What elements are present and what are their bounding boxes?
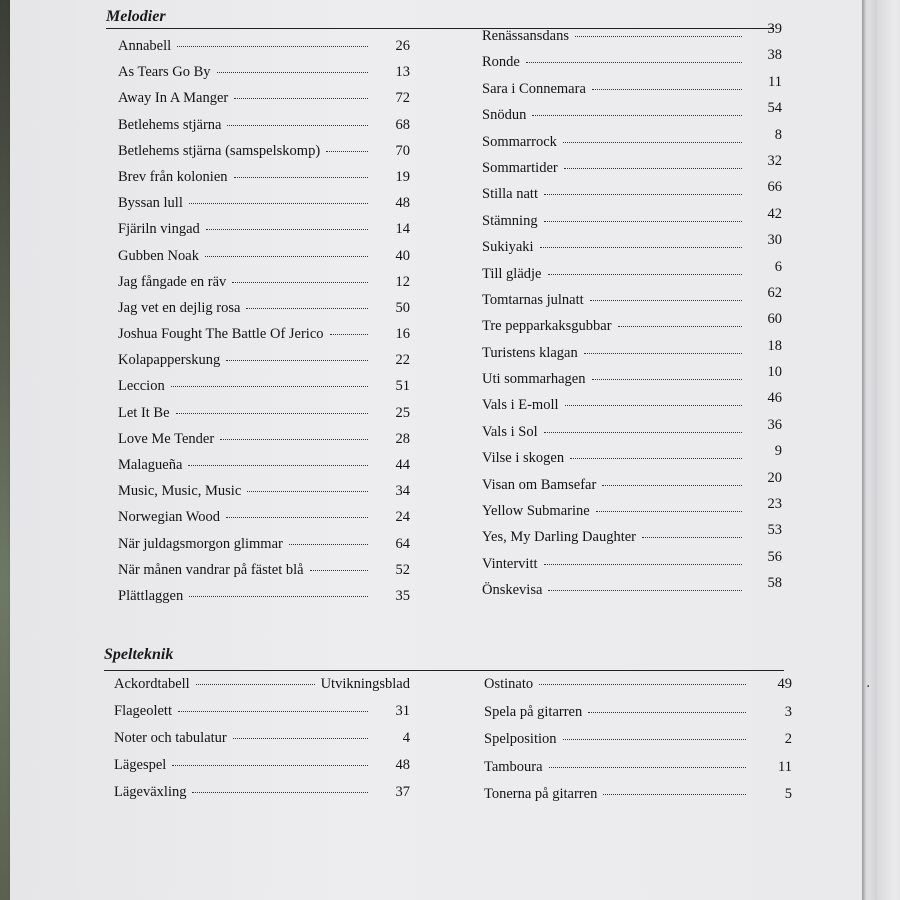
dot-leader bbox=[548, 274, 743, 275]
toc-entry-page: 3 bbox=[784, 703, 792, 720]
toc-entry-title: Flageolett bbox=[114, 703, 172, 719]
toc-entry-page: 12 bbox=[395, 273, 410, 290]
toc-entry bbox=[482, 179, 782, 212]
toc-entry-title: Sukiyaki bbox=[482, 239, 534, 256]
toc-entry-title: Music, Music, Music bbox=[118, 483, 242, 500]
dot-leader bbox=[544, 221, 742, 222]
toc-entry-title: Vals i E-moll bbox=[482, 397, 559, 414]
dot-leader bbox=[532, 115, 742, 116]
dot-leader bbox=[584, 353, 742, 354]
toc-entry bbox=[482, 100, 782, 133]
toc-entry-page: 42 bbox=[767, 205, 782, 222]
toc-entry-page: 20 bbox=[767, 469, 782, 486]
toc-entry bbox=[482, 258, 782, 292]
toc-entry bbox=[118, 221, 410, 247]
toc-entry bbox=[482, 337, 782, 371]
toc-entry-title: Tre pepparkaksgubbar bbox=[482, 318, 612, 335]
toc-entry-title: Sommarrock bbox=[482, 133, 557, 150]
dot-leader bbox=[226, 360, 368, 361]
toc-entry bbox=[118, 64, 410, 90]
toc-entry-page: 4 bbox=[402, 730, 410, 746]
toc-entry-title: Jag vet en dejlig rosa bbox=[118, 299, 241, 316]
toc-entry-title: Tamboura bbox=[484, 758, 543, 775]
dot-leader bbox=[603, 794, 746, 795]
toc-entry-page: 11 bbox=[778, 758, 792, 775]
toc-entry-page: 49 bbox=[777, 676, 792, 692]
toc-entry-title: Leccion bbox=[118, 378, 165, 395]
toc-entry-page: Utvikningsblad bbox=[320, 676, 410, 692]
toc-entry bbox=[114, 757, 410, 784]
toc-entry-title: Gubben Noak bbox=[118, 247, 199, 264]
toc-entry-page: 66 bbox=[767, 179, 782, 196]
toc-entry-page: 70 bbox=[395, 142, 410, 159]
dot-leader bbox=[310, 570, 368, 571]
toc-entry bbox=[114, 676, 410, 703]
dot-leader bbox=[596, 511, 742, 512]
dot-leader bbox=[570, 458, 742, 459]
toc-entry bbox=[118, 117, 410, 143]
book-page bbox=[10, 0, 862, 900]
toc-entry bbox=[482, 126, 782, 160]
dot-leader bbox=[564, 168, 742, 169]
toc-list-melodier-right bbox=[482, 21, 782, 609]
toc-entry-page: 72 bbox=[395, 90, 410, 107]
toc-entry-title: Spelposition bbox=[484, 731, 557, 747]
toc-entry bbox=[482, 522, 782, 555]
toc-entry-page: 25 bbox=[395, 404, 410, 421]
toc-entry-title: Plättlaggen bbox=[118, 587, 184, 604]
section-rule bbox=[104, 670, 784, 671]
dot-leader bbox=[206, 229, 368, 230]
toc-entry-title: Sommartider bbox=[482, 159, 558, 176]
toc-entry bbox=[118, 378, 410, 404]
toc-entry-page: 9 bbox=[774, 443, 782, 460]
toc-entry-page: 56 bbox=[767, 548, 782, 565]
toc-entry-title: Byssan lull bbox=[118, 195, 183, 212]
dot-leader bbox=[289, 544, 368, 545]
dot-leader bbox=[575, 36, 742, 37]
dot-leader bbox=[539, 684, 746, 685]
dot-leader bbox=[171, 386, 368, 387]
dot-leader bbox=[642, 537, 742, 538]
dot-leader bbox=[189, 203, 368, 204]
dot-leader bbox=[217, 72, 368, 73]
toc-entry bbox=[482, 232, 782, 265]
toc-entry bbox=[484, 759, 792, 787]
toc-entry-page: 37 bbox=[395, 784, 410, 800]
toc-entry-page: 30 bbox=[767, 232, 782, 249]
toc-entry-title: Ronde bbox=[482, 54, 520, 71]
toc-entry-title: Tonerna på gitarren bbox=[484, 786, 598, 802]
dot-leader bbox=[188, 465, 368, 466]
toc-entry-page: 68 bbox=[395, 116, 410, 133]
dot-leader bbox=[220, 439, 368, 440]
dot-leader bbox=[526, 62, 742, 63]
toc-entry-title: Snödun bbox=[482, 107, 527, 124]
toc-entry bbox=[118, 536, 410, 562]
dot-leader bbox=[326, 151, 368, 152]
toc-entry bbox=[114, 784, 410, 811]
toc-entry bbox=[482, 575, 782, 608]
section-title-melodier: Melodier bbox=[106, 8, 166, 25]
page-tear-mark: · bbox=[866, 679, 871, 695]
toc-entry-page: 58 bbox=[767, 575, 782, 592]
dot-leader bbox=[565, 405, 742, 406]
toc-entry bbox=[482, 21, 782, 54]
toc-entry bbox=[118, 274, 410, 300]
toc-entry bbox=[118, 405, 410, 431]
toc-entry-page: 34 bbox=[395, 483, 410, 500]
toc-entry-page: 11 bbox=[768, 73, 782, 90]
dot-leader bbox=[227, 125, 368, 126]
dot-leader bbox=[172, 765, 368, 766]
dot-leader bbox=[178, 711, 368, 712]
toc-entry bbox=[484, 676, 792, 704]
toc-entry-title: Uti sommarhagen bbox=[482, 371, 586, 388]
toc-entry-title: Vintervitt bbox=[482, 555, 538, 572]
toc-entry-page: 44 bbox=[395, 457, 410, 473]
dot-leader bbox=[549, 767, 746, 768]
toc-entry-page: 13 bbox=[395, 64, 410, 81]
toc-entry-title: Tomtarnas julnatt bbox=[482, 291, 584, 308]
dot-leader bbox=[544, 432, 742, 433]
toc-entry-page: 32 bbox=[767, 152, 782, 169]
dot-leader bbox=[226, 517, 368, 518]
toc-entry bbox=[118, 509, 410, 535]
toc-entry bbox=[118, 248, 410, 274]
toc-entry bbox=[482, 496, 782, 529]
dot-leader bbox=[196, 684, 315, 685]
toc-entry-page: 22 bbox=[395, 352, 410, 369]
toc-entry bbox=[482, 416, 782, 450]
dot-leader bbox=[592, 379, 743, 380]
toc-entry-page: 52 bbox=[395, 561, 410, 578]
toc-entry bbox=[482, 284, 782, 318]
dot-leader bbox=[618, 326, 742, 327]
toc-entry-title: Norwegian Wood bbox=[118, 509, 221, 526]
toc-entry-title: När juldagsmorgon glimmar bbox=[118, 535, 283, 552]
toc-entry-page: 38 bbox=[767, 47, 782, 64]
toc-entry-title: Fjäriln vingad bbox=[118, 221, 200, 238]
toc-entry bbox=[482, 311, 782, 344]
toc-entry-page: 5 bbox=[784, 786, 792, 802]
toc-entry bbox=[482, 364, 782, 397]
toc-entry bbox=[118, 562, 410, 588]
toc-entry-page: 26 bbox=[395, 38, 410, 54]
toc-entry-page: 28 bbox=[395, 430, 410, 447]
toc-entry-title: Kolapapperskung bbox=[118, 352, 221, 369]
toc-entry-page: 8 bbox=[774, 126, 782, 143]
toc-entry-page: 31 bbox=[395, 703, 410, 719]
toc-entry-page: 60 bbox=[767, 311, 782, 328]
dot-leader bbox=[544, 194, 742, 195]
toc-entry-title: Yes, My Darling Daughter bbox=[482, 529, 636, 546]
toc-entry-title: Renässansdans bbox=[482, 28, 569, 44]
toc-entry-page: 23 bbox=[767, 496, 782, 513]
dot-leader bbox=[246, 308, 368, 309]
toc-entry bbox=[484, 731, 792, 759]
dot-leader bbox=[330, 334, 368, 335]
toc-entry-page: 46 bbox=[767, 390, 782, 407]
toc-entry-title: Spela på gitarren bbox=[484, 703, 583, 720]
toc-entry-page: 14 bbox=[395, 221, 410, 238]
dot-leader bbox=[176, 413, 368, 414]
toc-entry bbox=[482, 152, 782, 186]
dot-leader bbox=[234, 177, 368, 178]
dot-leader bbox=[192, 792, 368, 793]
dot-leader bbox=[588, 712, 746, 713]
toc-entry-title: Ackordtabell bbox=[114, 676, 190, 692]
toc-entry-title: Sara i Connemara bbox=[482, 80, 586, 97]
toc-entry-title: Lägespel bbox=[114, 757, 167, 773]
toc-entry-page: 40 bbox=[395, 247, 410, 264]
toc-entry-title: Let It Be bbox=[118, 404, 170, 421]
dot-leader bbox=[563, 142, 742, 143]
toc-entry-page: 35 bbox=[395, 587, 410, 604]
toc-entry-page: 36 bbox=[767, 416, 782, 433]
toc-entry-page: 19 bbox=[395, 168, 410, 185]
toc-entry-page: 16 bbox=[395, 326, 410, 343]
toc-entry bbox=[118, 588, 410, 614]
toc-entry-page: 53 bbox=[767, 522, 782, 539]
toc-entry-title: Lägeväxling bbox=[114, 784, 187, 800]
toc-entry bbox=[114, 730, 410, 757]
dot-leader bbox=[548, 590, 742, 591]
toc-entry bbox=[118, 169, 410, 195]
toc-entry bbox=[482, 469, 782, 503]
toc-entry-page: 24 bbox=[395, 509, 410, 526]
toc-entry-page: 18 bbox=[767, 337, 782, 354]
toc-entry-title: När månen vandrar på fästet blå bbox=[118, 561, 304, 578]
toc-entry-title: Till glädje bbox=[482, 265, 542, 282]
dot-leader bbox=[590, 300, 742, 301]
toc-entry-page: 10 bbox=[767, 364, 782, 381]
toc-entry-page: 6 bbox=[774, 258, 782, 275]
toc-entry-title: Annabell bbox=[118, 38, 172, 54]
dot-leader bbox=[233, 738, 368, 739]
toc-entry bbox=[118, 38, 410, 64]
toc-entry-title: Stilla natt bbox=[482, 186, 538, 203]
toc-entry bbox=[118, 300, 410, 326]
toc-entry bbox=[482, 205, 782, 239]
toc-entry-page: 62 bbox=[767, 284, 782, 301]
toc-entry bbox=[482, 390, 782, 423]
toc-entry bbox=[118, 195, 410, 221]
toc-entry-title: Away In A Manger bbox=[118, 90, 229, 107]
dot-leader bbox=[592, 89, 742, 90]
toc-entry bbox=[482, 443, 782, 476]
toc-entry-title: Vals i Sol bbox=[482, 423, 538, 440]
toc-entry-page: 39 bbox=[767, 21, 782, 37]
toc-entry-page: 54 bbox=[767, 100, 782, 117]
toc-entry-page: 64 bbox=[395, 535, 410, 552]
toc-entry-page: 48 bbox=[395, 757, 410, 773]
toc-list-spelteknik-right bbox=[484, 676, 792, 814]
toc-entry-title: Jag fångade en räv bbox=[118, 273, 227, 290]
toc-entry bbox=[482, 47, 782, 80]
toc-entry bbox=[484, 786, 792, 814]
toc-entry-title: Yellow Submarine bbox=[482, 503, 590, 520]
toc-entry-page: 50 bbox=[395, 299, 410, 316]
dot-leader bbox=[205, 256, 368, 257]
toc-entry-title: Ostinato bbox=[484, 676, 534, 692]
toc-entry-title: As Tears Go By bbox=[118, 64, 211, 81]
toc-entry-title: Visan om Bamsefar bbox=[482, 476, 597, 493]
dot-leader bbox=[563, 739, 746, 740]
toc-entry bbox=[484, 704, 792, 732]
dot-leader bbox=[544, 564, 742, 565]
toc-entry-title: Turistens klagan bbox=[482, 344, 578, 361]
dot-leader bbox=[234, 98, 368, 99]
toc-entry-title: Vilse i skogen bbox=[482, 450, 565, 467]
toc-entry bbox=[118, 90, 410, 116]
toc-entry bbox=[118, 143, 410, 169]
toc-entry bbox=[118, 483, 410, 509]
dot-leader bbox=[247, 491, 368, 492]
dot-leader bbox=[177, 46, 368, 47]
toc-entry-title: Malagueña bbox=[118, 457, 183, 473]
toc-entry-title: Love Me Tender bbox=[118, 430, 215, 447]
toc-entry bbox=[118, 431, 410, 457]
toc-entry-title: Brev från kolonien bbox=[118, 168, 228, 185]
toc-entry-title: Noter och tabulatur bbox=[114, 730, 227, 746]
next-page-edge bbox=[876, 0, 900, 900]
toc-entry-title: Joshua Fought The Battle Of Jerico bbox=[118, 326, 324, 343]
toc-entry-title: Betlehems stjärna (samspelskomp) bbox=[118, 142, 321, 159]
dot-leader bbox=[232, 282, 368, 283]
toc-entry-title: Stämning bbox=[482, 212, 538, 229]
dot-leader bbox=[189, 596, 368, 597]
toc-entry bbox=[482, 73, 782, 107]
dot-leader bbox=[540, 247, 742, 248]
toc-entry-page: 2 bbox=[784, 731, 792, 747]
toc-entry-page: 51 bbox=[395, 378, 410, 395]
toc-entry bbox=[118, 352, 410, 378]
toc-list-spelteknik-left bbox=[114, 676, 410, 811]
toc-list-melodier-left bbox=[118, 38, 410, 614]
toc-entry bbox=[482, 548, 782, 582]
toc-entry bbox=[114, 703, 410, 730]
toc-entry-title: Önskevisa bbox=[482, 582, 543, 599]
section-title-spelteknik: Spelteknik bbox=[104, 646, 174, 663]
toc-entry bbox=[118, 457, 410, 483]
dot-leader bbox=[602, 485, 742, 486]
toc-entry bbox=[118, 326, 410, 352]
toc-entry-page: 48 bbox=[395, 195, 410, 212]
toc-entry-title: Betlehems stjärna bbox=[118, 116, 222, 133]
